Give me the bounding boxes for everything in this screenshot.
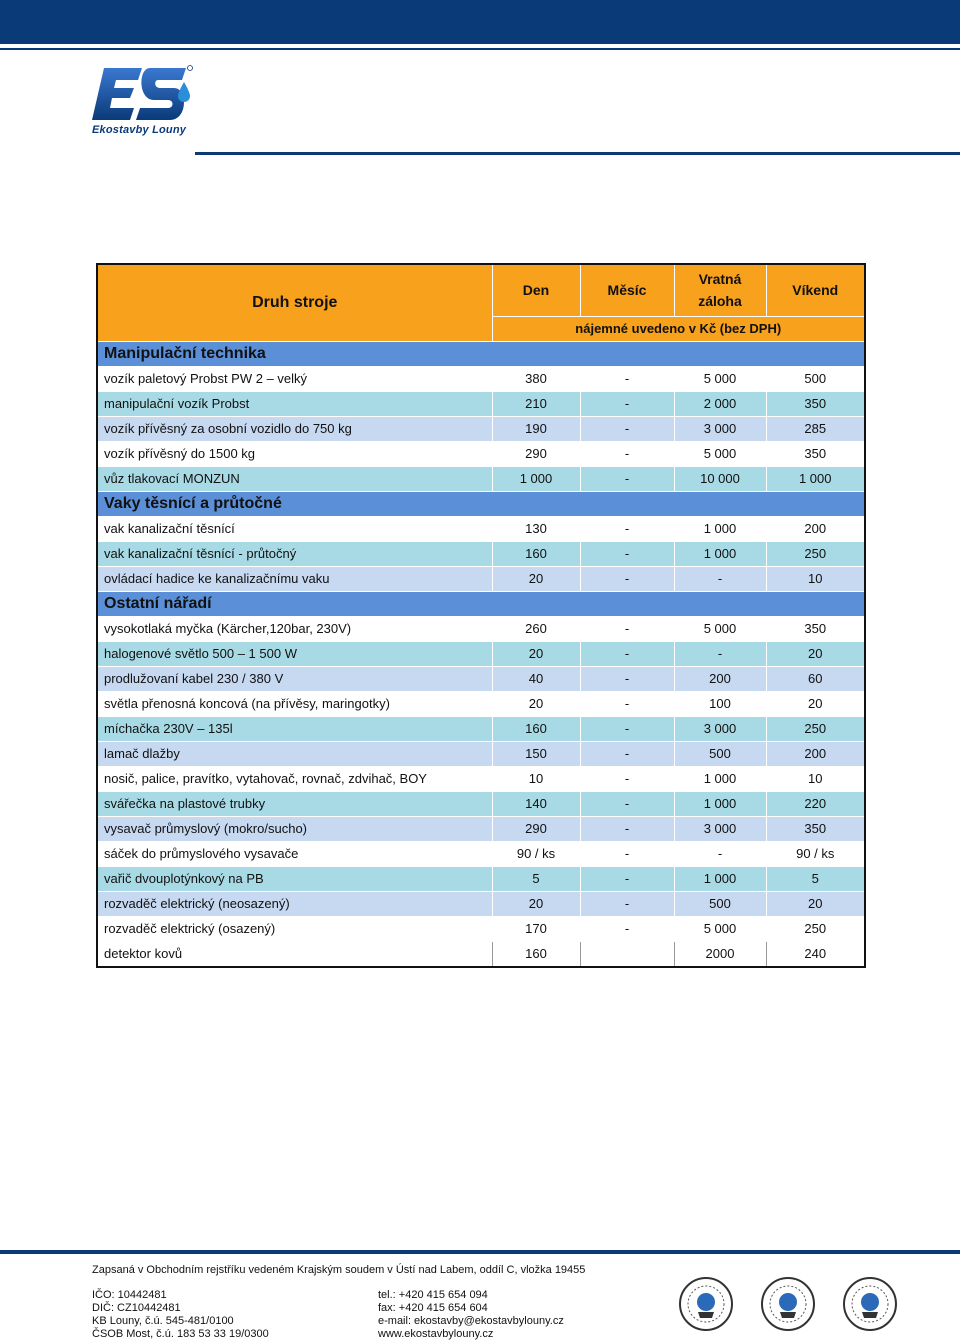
- item-name: nosič, palice, pravítko, vytahovač, rovnač, zdvihač, BOY: [97, 766, 492, 791]
- item-name: vozík paletový Probst PW 2 – velký: [97, 366, 492, 391]
- price-day: 160: [492, 541, 580, 566]
- table-row: [97, 666, 865, 691]
- price-weekend: 20: [766, 891, 865, 916]
- footer-divider: [0, 1250, 960, 1254]
- item-name: lamač dlažby: [97, 741, 492, 766]
- deposit: 100: [674, 691, 766, 716]
- deposit: 3 000: [674, 716, 766, 741]
- price-day: 20: [492, 691, 580, 716]
- price-weekend: 350: [766, 391, 865, 416]
- deposit: 5 000: [674, 616, 766, 641]
- deposit: 5 000: [674, 366, 766, 391]
- item-name: vysokotlaká myčka (Kärcher,120bar, 230V): [97, 616, 492, 641]
- section-title: Ostatní nářadí: [97, 591, 865, 616]
- item-name: míchačka 230V – 135l: [97, 716, 492, 741]
- table-row: [97, 791, 865, 816]
- section-header-row: [97, 341, 865, 366]
- top-banner: [0, 0, 960, 44]
- price-weekend: 250: [766, 916, 865, 941]
- footer-dic: DIČ: CZ10442481: [92, 1302, 181, 1314]
- deposit: 2 000: [674, 391, 766, 416]
- price-weekend: 20: [766, 641, 865, 666]
- price-month: -: [580, 516, 674, 541]
- price-weekend: 350: [766, 816, 865, 841]
- item-name: sáček do průmyslového vysavače: [97, 841, 492, 866]
- price-day: 210: [492, 391, 580, 416]
- deposit: 1 000: [674, 516, 766, 541]
- item-name: svářečka na plastové trubky: [97, 791, 492, 816]
- price-day: 20: [492, 891, 580, 916]
- section-title: Manipulační technika: [97, 341, 865, 366]
- item-name: vůz tlakovací MONZUN: [97, 466, 492, 491]
- item-name: vozík přívěsný do 1500 kg: [97, 441, 492, 466]
- price-month: -: [580, 841, 674, 866]
- table-row: [97, 816, 865, 841]
- price-day: 380: [492, 366, 580, 391]
- price-day: 140: [492, 791, 580, 816]
- price-month: -: [580, 866, 674, 891]
- price-weekend: 240: [766, 941, 865, 967]
- item-name: vak kanalizační těsnící: [97, 516, 492, 541]
- price-month: -: [580, 466, 674, 491]
- deposit: 1 000: [674, 766, 766, 791]
- price-month: -: [580, 616, 674, 641]
- price-day: 1 000: [492, 466, 580, 491]
- price-day: 20: [492, 641, 580, 666]
- price-day: 5: [492, 866, 580, 891]
- price-month: -: [580, 666, 674, 691]
- price-month: -: [580, 566, 674, 591]
- deposit: 500: [674, 891, 766, 916]
- price-weekend: 285: [766, 416, 865, 441]
- deposit: 10 000: [674, 466, 766, 491]
- item-name: detektor kovů: [97, 941, 492, 967]
- price-weekend: 350: [766, 616, 865, 641]
- deposit: 1 000: [674, 791, 766, 816]
- item-name: manipulační vozík Probst: [97, 391, 492, 416]
- table-row: [97, 466, 865, 491]
- table-row: [97, 716, 865, 741]
- price-month: -: [580, 441, 674, 466]
- deposit: 5 000: [674, 441, 766, 466]
- price-weekend: 500: [766, 366, 865, 391]
- table-row: [97, 841, 865, 866]
- header-druh-stroje: Druh stroje: [97, 264, 492, 341]
- deposit: -: [674, 566, 766, 591]
- deposit: 500: [674, 741, 766, 766]
- item-name: ovládací hadice ke kanalizačnímu vaku: [97, 566, 492, 591]
- table-row: [97, 741, 865, 766]
- header-divider: [195, 152, 960, 155]
- section-header-row: [97, 591, 865, 616]
- price-weekend: 5: [766, 866, 865, 891]
- price-day: 290: [492, 816, 580, 841]
- price-weekend: 220: [766, 791, 865, 816]
- item-name: vysavač průmyslový (mokro/sucho): [97, 816, 492, 841]
- price-day: 290: [492, 441, 580, 466]
- table-row: [97, 416, 865, 441]
- table-header-row: [97, 264, 865, 316]
- table-row: [97, 366, 865, 391]
- header-note: nájemné uvedeno v Kč (bez DPH): [492, 316, 865, 341]
- header-mesic: Měsíc: [580, 264, 674, 316]
- footer-website[interactable]: www.ekostavbylouny.cz: [378, 1328, 494, 1340]
- price-month: -: [580, 691, 674, 716]
- table-row: [97, 616, 865, 641]
- logo-subtitle: Ekostavby Louny: [92, 124, 187, 136]
- item-name: vozík přívěsný za osobní vozidlo do 750 kg: [97, 416, 492, 441]
- price-day: 190: [492, 416, 580, 441]
- price-table: [96, 263, 866, 968]
- header-den: Den: [492, 264, 580, 316]
- deposit: -: [674, 841, 766, 866]
- table-row: [97, 566, 865, 591]
- deposit: 1 000: [674, 541, 766, 566]
- item-name: rozvaděč elektrický (osazený): [97, 916, 492, 941]
- price-month: -: [580, 416, 674, 441]
- footer-registration: Zapsaná v Obchodním rejstříku vedeném Krajským soudem v Ústí nad Labem, oddíl C, vložka 19455: [92, 1264, 586, 1276]
- price-month: -: [580, 891, 674, 916]
- price-weekend: 250: [766, 541, 865, 566]
- price-weekend: 250: [766, 716, 865, 741]
- header-vikend: Víkend: [766, 264, 865, 316]
- ohsas-18001-certificate-icon: [842, 1276, 898, 1332]
- item-name: vak kanalizační těsnící - průtočný: [97, 541, 492, 566]
- price-month: -: [580, 541, 674, 566]
- price-month: -: [580, 916, 674, 941]
- table-row: [97, 441, 865, 466]
- deposit: 1 000: [674, 866, 766, 891]
- price-month: -: [580, 791, 674, 816]
- item-name: světla přenosná koncová (na přívěsy, maringotky): [97, 691, 492, 716]
- price-month: -: [580, 391, 674, 416]
- price-day: 260: [492, 616, 580, 641]
- deposit: -: [674, 641, 766, 666]
- footer-bank-kb: KB Louny, č.ú. 545-481/0100: [92, 1315, 234, 1327]
- table-row: [97, 391, 865, 416]
- footer-email[interactable]: e-mail: ekostavby@ekostavbylouny.cz: [378, 1315, 564, 1327]
- price-day: 150: [492, 741, 580, 766]
- price-month: -: [580, 366, 674, 391]
- deposit: 3 000: [674, 816, 766, 841]
- price-day: 40: [492, 666, 580, 691]
- price-weekend: 60: [766, 666, 865, 691]
- price-day: 20: [492, 566, 580, 591]
- price-weekend: 200: [766, 516, 865, 541]
- iso-14001-certificate-icon: [760, 1276, 816, 1332]
- top-banner-stripe: [0, 44, 960, 50]
- footer-phone: tel.: +420 415 654 094: [378, 1289, 488, 1301]
- section-title: Vaky těsnící a průtočné: [97, 491, 865, 516]
- item-name: prodlužovaní kabel 230 / 380 V: [97, 666, 492, 691]
- price-month: -: [580, 766, 674, 791]
- price-day: 160: [492, 716, 580, 741]
- price-day: 160: [492, 941, 580, 967]
- price-weekend: 200: [766, 741, 865, 766]
- header-vratna-zaloha: Vratná záloha: [674, 264, 766, 316]
- table-row: [97, 516, 865, 541]
- price-month: -: [580, 716, 674, 741]
- price-weekend: 1 000: [766, 466, 865, 491]
- price-month: [580, 941, 674, 967]
- price-day: 130: [492, 516, 580, 541]
- price-weekend: 90 / ks: [766, 841, 865, 866]
- footer-fax: fax: +420 415 654 604: [378, 1302, 488, 1314]
- table-row: [97, 541, 865, 566]
- deposit: 5 000: [674, 916, 766, 941]
- price-table-body: [97, 264, 865, 967]
- deposit: 2000: [674, 941, 766, 967]
- deposit: 200: [674, 666, 766, 691]
- table-row: [97, 641, 865, 666]
- item-name: rozvaděč elektrický (neosazený): [97, 891, 492, 916]
- table-row: [97, 866, 865, 891]
- table-row: [97, 691, 865, 716]
- footer-bank-csob: ČSOB Most, č.ú. 183 53 33 19/0300: [92, 1328, 269, 1340]
- price-weekend: 10: [766, 766, 865, 791]
- price-day: 10: [492, 766, 580, 791]
- price-month: -: [580, 816, 674, 841]
- price-month: -: [580, 741, 674, 766]
- iso-9001-certificate-icon: [678, 1276, 734, 1332]
- item-name: halogenové světlo 500 – 1 500 W: [97, 641, 492, 666]
- footer-contacts: [378, 1289, 564, 1341]
- price-month: -: [580, 641, 674, 666]
- price-day: 170: [492, 916, 580, 941]
- item-name: vařič dvouplotýnkový na PB: [97, 866, 492, 891]
- section-header-row: [97, 491, 865, 516]
- price-day: 90 / ks: [492, 841, 580, 866]
- table-row: [97, 891, 865, 916]
- footer-ico: IČO: 10442481: [92, 1289, 167, 1301]
- price-weekend: 10: [766, 566, 865, 591]
- price-weekend: 20: [766, 691, 865, 716]
- table-row: [97, 916, 865, 941]
- footer-company-ids: [92, 1289, 269, 1341]
- table-row: [97, 941, 865, 967]
- table-row: [97, 766, 865, 791]
- deposit: 3 000: [674, 416, 766, 441]
- price-weekend: 350: [766, 441, 865, 466]
